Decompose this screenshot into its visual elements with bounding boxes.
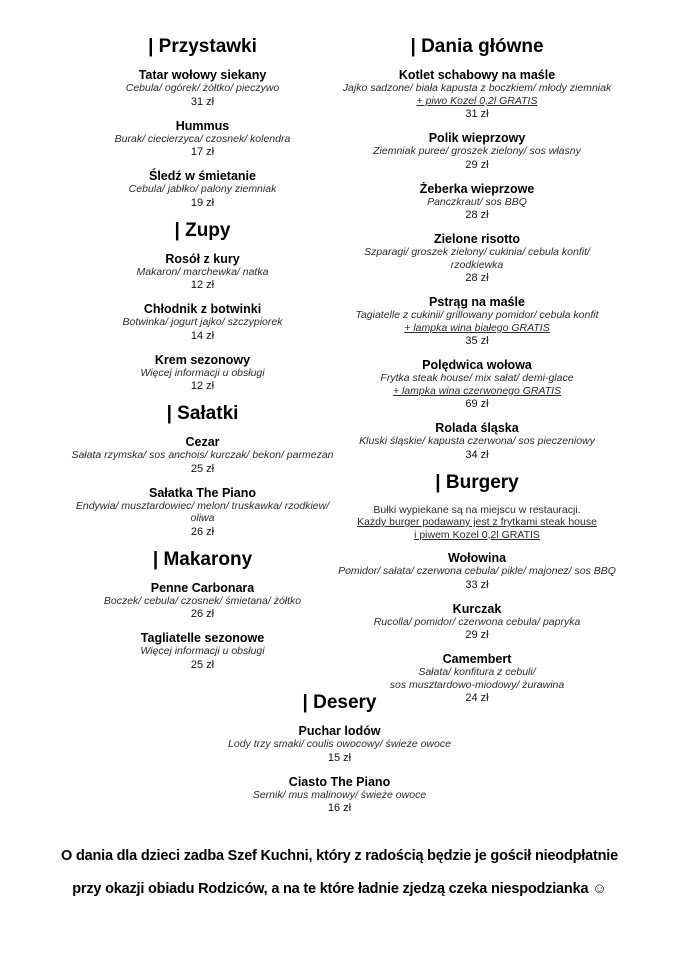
item-name: Pstrąg na maśle <box>429 295 525 309</box>
item-name: Cezar <box>185 435 220 449</box>
item-name: Ciasto The Piano <box>288 774 391 789</box>
item-name: Chłodnik z botwinki <box>143 302 262 316</box>
menu-section <box>321 472 633 706</box>
item-price: 19 zł <box>190 196 215 209</box>
item-description: Boczek/ cebula/ czosnek/ śmietana/ żółtko <box>103 594 302 607</box>
item-name: Polędwica wołowa <box>422 358 532 372</box>
item-price: 17 zł <box>190 146 215 158</box>
item-description: sos musztardowo-miodowy/ żurawina <box>389 678 565 691</box>
section-title: | Zupy <box>174 219 231 241</box>
item-description: Pomidor/ sałata/ czerwona cebula/ pikle/ majonez/ sos BBQ <box>338 565 616 577</box>
item-name: Krem sezonowy <box>154 352 251 367</box>
section-title: | Burgery <box>435 471 519 493</box>
item-description: Szparagi/ groszek zielony/ cukinia/ cebula konfit/ <box>364 246 590 258</box>
menu-item <box>321 232 633 285</box>
item-description: Więcej informacji u obsługi <box>140 366 265 379</box>
menu-item <box>321 68 633 121</box>
menu-bottom-section <box>0 692 679 825</box>
item-description: Botwinka/ jogurt jajko/ szczypiorek <box>122 316 283 328</box>
section-title: | Dania główne <box>410 36 544 57</box>
item-description: Makaron/ marchewka/ natka <box>136 265 269 278</box>
item-description: rzodkiewka <box>450 258 504 271</box>
footer-note <box>0 840 679 906</box>
menu-item <box>321 602 633 643</box>
item-price: 31 zł <box>465 108 489 120</box>
footer-line-1: O dania dla dzieci zadba Szef Kuchni, który z radością będzie je gościł nieodpłatnie <box>61 848 618 864</box>
item-price: 34 zł <box>465 448 489 461</box>
item-price: 26 zł <box>190 608 215 620</box>
item-name: Polik wieprzowy <box>428 131 526 145</box>
item-name: Zielone risotto <box>433 232 521 246</box>
item-name: Śledź w śmietanie <box>149 169 256 183</box>
item-price: 29 zł <box>465 158 489 171</box>
item-name: Sałatka The Piano <box>149 485 256 500</box>
item-price: 25 zł <box>190 658 215 671</box>
item-description: Panczkraut/ sos BBQ <box>427 195 527 208</box>
item-price: 16 zł <box>327 802 352 814</box>
item-price: 33 zł <box>465 578 489 591</box>
item-price: 28 zł <box>465 209 489 221</box>
menu-column-right <box>321 36 633 715</box>
item-description: Ziemniak puree/ groszek zielony/ sos własny <box>373 145 581 157</box>
item-description: Lody trzy smaki/ coulis owocowy/ świeże owoce <box>228 738 451 750</box>
menu-item <box>321 358 633 411</box>
menu-item <box>321 131 633 172</box>
menu-item <box>321 421 633 462</box>
item-price: 35 zł <box>465 335 489 347</box>
item-name: Puchar lodów <box>298 724 381 738</box>
item-price: 25 zł <box>190 462 215 475</box>
item-name: Hummus <box>175 118 230 133</box>
menu-section <box>0 692 679 815</box>
item-price: 26 zł <box>190 525 215 538</box>
section-intro-line: Każdy burger podawany jest z frytkami steak house <box>357 516 597 528</box>
item-name: Kurczak <box>452 601 502 616</box>
item-name: Rosół z kury <box>165 251 240 266</box>
item-description: Sałata rzymska/ sos anchois/ kurczak/ bekon/ parmezan <box>71 449 334 461</box>
section-intro-line: Bułki wypiekane są na miejscu w restauracji. <box>373 503 581 516</box>
item-price: 31 zł <box>190 95 215 108</box>
item-description: Cebula/ ogórek/ żółtko/ pieczywo <box>125 82 280 94</box>
section-intro <box>321 504 633 542</box>
item-price: 12 zł <box>190 279 215 291</box>
item-name: Camembert <box>442 652 512 666</box>
item-description: Sernik/ mus malinowy/ świeże owoce <box>252 788 427 801</box>
footer-line-2: przy okazji obiadu Rodziców, a na te które ładnie zjedzą czeka niespodzianka ☺ <box>72 881 607 897</box>
item-description: Tagiatelle z cukinii/ grillowany pomidor/ cebula konfit <box>355 309 599 321</box>
item-description: Cebula/ jabłko/ palony ziemniak <box>128 183 277 195</box>
item-name: Rolada śląska <box>435 421 519 435</box>
menu-item <box>0 724 679 765</box>
menu-item <box>0 775 679 816</box>
item-description: Jajko sadzone/ biała kapusta z boczkiem/ młody ziemniak <box>342 82 612 94</box>
item-name: Tagliatelle sezonowe <box>140 631 265 645</box>
item-price: 29 zł <box>465 629 489 641</box>
item-description: Frytka steak house/ mix sałat/ demi-glace <box>380 372 574 384</box>
item-name: Wołowina <box>447 551 507 565</box>
section-title: | Sałatki <box>166 403 239 424</box>
item-description: Endywia/ musztardowiec/ melon/ truskawka/ rzodkiew/ <box>75 499 330 512</box>
menu-item <box>321 295 633 348</box>
menu-item <box>321 182 633 223</box>
item-price: 69 zł <box>465 398 489 410</box>
section-intro-line: i piwem Kozel 0,2l GRATIS <box>414 528 540 541</box>
menu-section <box>321 36 633 462</box>
section-title: | Makarony <box>152 548 253 570</box>
item-price: 28 zł <box>465 272 489 284</box>
item-description: oliwa <box>190 512 215 524</box>
item-description: Kluski śląskie/ kapusta czerwona/ sos pieczeniowy <box>359 435 595 447</box>
item-description: Sałata/ konfitura z cebuli/ <box>418 666 536 678</box>
item-price: 14 zł <box>190 329 215 342</box>
section-title: | Desery <box>302 692 377 713</box>
item-name: Żeberka wieprzowe <box>419 181 535 196</box>
item-name: Kotlet schabowy na maśle <box>398 68 556 82</box>
item-price: 12 zł <box>190 380 215 392</box>
menu-item <box>321 551 633 592</box>
section-title: | Przystawki <box>148 36 257 57</box>
item-price: 24 zł <box>465 692 489 704</box>
item-description: Burak/ ciecierzyca/ czosnek/ kolendra <box>114 132 291 145</box>
item-gratis-note: + lampka wina czerwonego GRATIS <box>392 384 562 397</box>
item-description: Więcej informacji u obsługi <box>140 645 265 657</box>
item-name: Tatar wołowy siekany <box>138 68 267 82</box>
item-name: Penne Carbonara <box>150 580 255 595</box>
item-gratis-note: + lampka wina białego GRATIS <box>404 321 550 334</box>
item-price: 15 zł <box>327 751 352 764</box>
item-description: Rucolla/ pomidor/ czerwona cebula/ papryka <box>373 615 581 628</box>
item-gratis-note: + piwo Kozel 0,2l GRATIS <box>416 94 538 107</box>
